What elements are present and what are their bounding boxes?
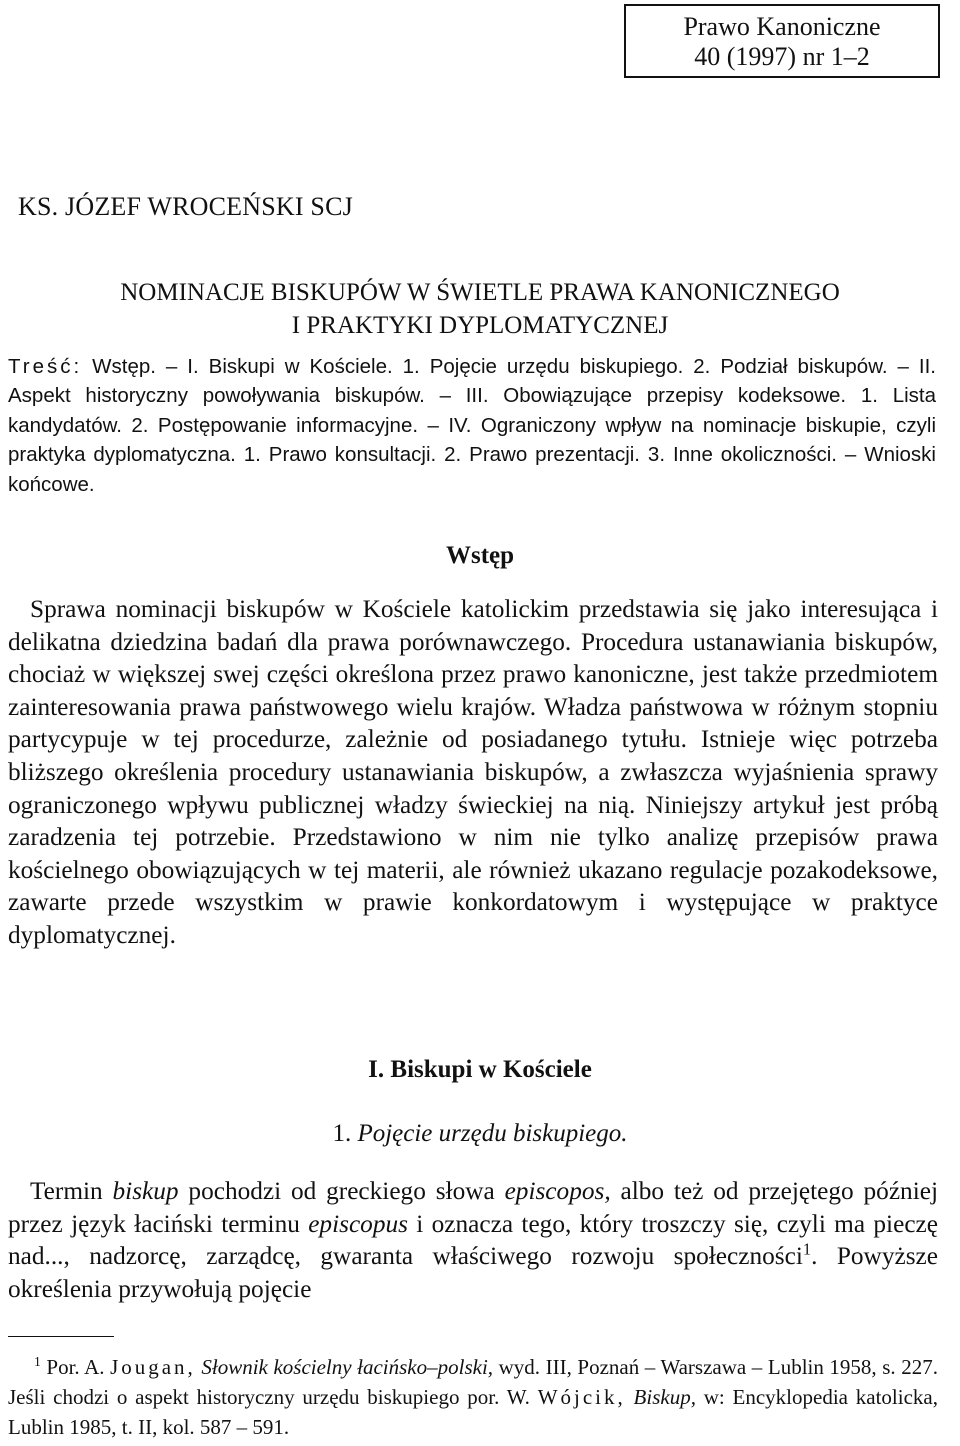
para2-term-episcopos: episcopos, [504,1177,611,1205]
body-paragraph [8,1175,938,1305]
para2-text-2: pochodzi od greckiego słowa [178,1177,505,1205]
footnote-work-2: Biskup, [625,1385,696,1409]
footnote-author-2: Wójcik, [537,1385,626,1409]
table-of-contents [8,352,936,499]
subsection-number: 1. [332,1120,352,1147]
article-title-line-1: NOMINACJE BISKUPÓW W ŚWIETLE PRAWA KANONICZNEGO [120,279,840,306]
section-heading: I. Biskupi w Kościele [368,1056,592,1083]
subsection-heading [0,1120,960,1148]
toc-label: Treść: [8,355,83,378]
para2-text-4: i oznacza tego, który troszczy się, czyli ma pieczę nad..., nadzorcę, zarządcę, gwaranta właściwego rozwoju społeczności [8,1209,938,1271]
footnote-text-2: wyd. III, Poznań – Warszawa – Lublin 1958, s. 227. Jeśli chodzi o aspekt historyczny urzędu biskupiego por. W. [8,1355,938,1409]
author-name: KS. JÓZEF WROCEŃSKI SCJ [18,192,353,221]
toc-text: Wstęp. – I. Biskupi w Kościele. 1. Pojęcie urzędu biskupiego. 2. Podział biskupów. – II. Aspekt historyczny powoływania biskupów. – III. Obowiązujące przepisy kodeksowe. 1. Lista kandydatów. 2. Postępowanie informacyjne. – IV. Ograniczony wpływ na nominacje biskupie, czyli praktyka dyplomatyczna. 1. Prawo konsultacji. 2. Prawo prezentacji. 3. Inne okoliczności. – Wnioski końcowe. [8,355,937,496]
para2-text-3: albo też od przejętego później przez język łaciński terminu [8,1177,938,1238]
journal-info-box [624,4,940,78]
para2-text-1: Termin [30,1177,113,1205]
footnote-author-1: Jougan, [110,1355,196,1379]
footnote-number: 1 [34,1354,41,1369]
footnote-divider [8,1336,114,1337]
subsection-title: Pojęcie urzędu biskupiego. [357,1120,628,1147]
footnote-reference: 1 [802,1239,812,1259]
footnote-text-1: Por. A. [40,1355,111,1379]
para2-term-biskup: biskup [112,1177,179,1205]
footnote [8,1352,938,1442]
para2-term-episcopus: episcopus [308,1209,408,1238]
article-title [40,276,920,342]
footnote-text-3: w: Encyklopedia katolicka, Lublin 1985, t. II, kol. 587 – 591. [8,1385,938,1439]
intro-heading: Wstęp [445,542,515,569]
journal-volume: 40 (1997) nr 1–2 [694,42,870,71]
para2-text-5: . Powyższe określenia przywołują pojęcie [8,1242,939,1303]
intro-paragraph: Sprawa nominacji biskupów w Kościele katolickim przedstawia się jako interesująca i delikatna dziedzina badań dla prawa porównawczego. Procedura ustanawiania biskupów, chociaż w większej swej części określona przez prawo kanoniczne, jest także przedmiotem zainteresowania prawa państwowego wielu krajów. Władza państwowa w różnym stopniu partycypuje w tej procedurze, zależnie od posiadanego tytułu. Istnieje więc potrzeba bliższego określenia procedury ustanawiania biskupów, a zwłaszcza wyjaśnienia sprawy ograniczonego wpływu publicznej władzy świeckiej na nią. Niniejszy artykuł jest próbą zaradzenia tej potrzebie. Przedstawiono w nim nie tylko analizę przepisów prawa kościelnego obowiązujących w tej materii, ale również ukazano regulacje pozakodeksowe, zawarte przede wszystkim w prawie konkordatowym i występujące w praktyce dyplomatycznej. [8,595,938,949]
journal-name: Prawo Kanoniczne [683,12,881,41]
article-title-line-2: I PRAKTYKI DYPLOMATYCZNEJ [291,312,669,339]
footnote-work-1: Słownik kościelny łacińsko–polski, [195,1355,494,1379]
